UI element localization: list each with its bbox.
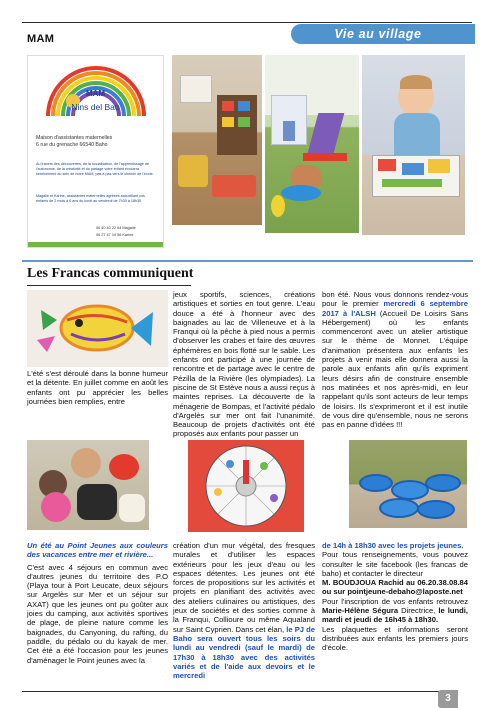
playroom-photo [172,55,262,225]
article-col1-top: L'été s'est déroulé dans la bonne humeur et la détente. En juillet comme en août les enfants ont pu apprécier les belles journées bien remplies, entre [27,369,168,406]
fish-painting-art [27,290,168,367]
mam-phone-2: 06 27 47 19 56 Karine [96,233,134,237]
mam-flyer [27,55,164,248]
mam-address-line2: 6 rue du grenache 66540 Baho [36,142,108,148]
bottom-col2-body: création d'un mur végétal, des fresques murales et d'utiliser les espaces extérieurs pour les jeux d'eau ou les espaces détentes. Les jeunes ont été forces de propositions sur les activités et projets en planifiant des activités avec des ateliers culinaires ou artistiques, des jeux de sociétés et des sorties comme à la Franqui, Collioure ou même Aqualand sur Saint Cyprien. Dans cet élan, [173,541,315,634]
francas-title-underline [27,285,191,286]
registration-hours: le lundi, mardi et jeudi de 16h45 à 18h30. [322,606,468,625]
contact-info: Pour tous renseignements, vous pouvez consulter le site facebook (les francas de baho) et contacter le directeur [322,550,468,578]
section-divider [22,260,473,262]
activity-wheel-photo [188,440,304,532]
article-col2-top: jeux sportifs, sciences, créations artistiques et sorties en tout genre. L'eau douce a été à l'honneur avec des baignades au lac de Villeneuve et à la Franqui où la pêche à pied nous a permis d'observer les crabes et faire des œuvres éphémères en bois flotté sur le sable. Les enfants ont participé à une journée de rencontre et de partage avec le centre de Pézilla de la Rivière (les olympiades). La piscine de St Estève nous a aussi reçus à maintes reprises. La découverte de la ménagerie de Bompas, et l'activité pédalo d'Argelès sur mer ont fait l'unanimité. Beaucoup de projets d'activités ont été proposés aux enfants pour passer un [173,290,315,439]
point-jeunes-body: C'est avec 4 séjours en commun avec d'autres jeunes du territoire des P.O (Playa tour à Port Leucate, deux séjours sur Argelès sur Mer et un séjour sur AXAT) que les jeunes ont pu goûter aux joies du camping, aux activités sportives de plage, de pleine nature comme les baignades, du Canyoning, du rafting, du paddle, du pédalo ou du kayak de mer. Cet été a été l'occasion pour les jeunes d'aménager le Point jeunes avec la [27,562,168,665]
paddling-pools-photo [349,440,467,528]
page-number: 3 [438,690,458,708]
point-jeunes-heading: Un été au Point Jeunes aux couleurs des vacances entre mer et rivière... [27,541,168,560]
bottom-col2 [173,541,315,680]
section-banner [291,24,475,44]
registration-director-name: Marie-Hélène Ségura [322,606,399,616]
francas-title: Les Francas communiquent [27,266,194,281]
footer-rule [22,691,442,692]
activity-wheel [188,440,304,532]
fish-painting [27,290,168,367]
registration-director-role: Directrice, [401,606,436,616]
bottom-col1 [27,541,168,665]
banner-title: Vie au village [334,27,422,41]
pj-wednesday-hours: de 14h à 18h30 avec les projets jeunes. [322,541,464,550]
slide-photo [265,55,359,233]
col3-intro: bon été. Nous vous donnons rendez-vous pour le premier [322,290,468,309]
mam-blurb: Au travers des découvertes, de la socialisation, de l'apprentissage de l'autonomie, de la créativité et du partage votre enfant évoluera sereinement au sein de notre MAM, pas à pas vers le chemin de l'école. [36,162,154,176]
bottom-col3 [322,541,468,653]
mam-card-green-edge [28,242,163,247]
kids-game-photo [27,440,149,530]
registration-info [322,597,468,625]
child-photo [362,55,465,235]
mam-blurb-2: Magalie et Karine, assistantes maternelles agréées accueillant vos enfants de 2 mois à 6 ans du lundi au vendredi de 7h30 à 18h30 [36,194,145,203]
mam-phone-1: 06 40 40 22 64 Magalie [96,226,136,230]
header-rule [22,22,472,23]
article-col3-top [322,290,468,429]
brochure-info: Les plaquettes et informations seront distribuées aux enfants les premiers jours d'école. [322,624,468,653]
director-contact: M. BOUDJOUA Rachid au 06.20.38.08.84 ou sur pointjeune-debaho@laposte.net [322,578,468,597]
mam-name: Nins del Bao [71,102,120,112]
col3-date: mercredi 6 septembre 2017 à l'ALSH [322,299,468,318]
registration-intro: Pour l'inscription de vos enfants retrouvez [322,596,468,606]
col3-body: (Accueil De Loisirs Sans Hébergement) où les enfants commenceront avec un atelier artistique sur le thème de Monnet. L'équipe d'animation présentera aux enfants les projets à venir mais elle donnera aussi la parole aux enfants afin qu'ils expriment leurs désirs afin de construire ensemble nos matinées et nos après-midi, en leur rappelant qu'ils sont acteurs de leur temps de loisirs. Ils s'exprimeront et il est inutile de vous dire qu'ensemble, nous ne serons pas en panne d'idées !!! [322,308,468,430]
mam-address-line1: Maison d'assistantes maternelles [36,135,113,141]
pj-opening-hours: le PJ de Baho sera ouvert tous les soirs du lundi au vendredi (sauf le mardi) de 17h30 à 18h30 avec des activités variés et de l'aide aux devoirs et le mercredi [173,624,315,681]
mam-section-label: MAM [27,33,55,45]
mam-logo-text: MAM [85,89,106,98]
